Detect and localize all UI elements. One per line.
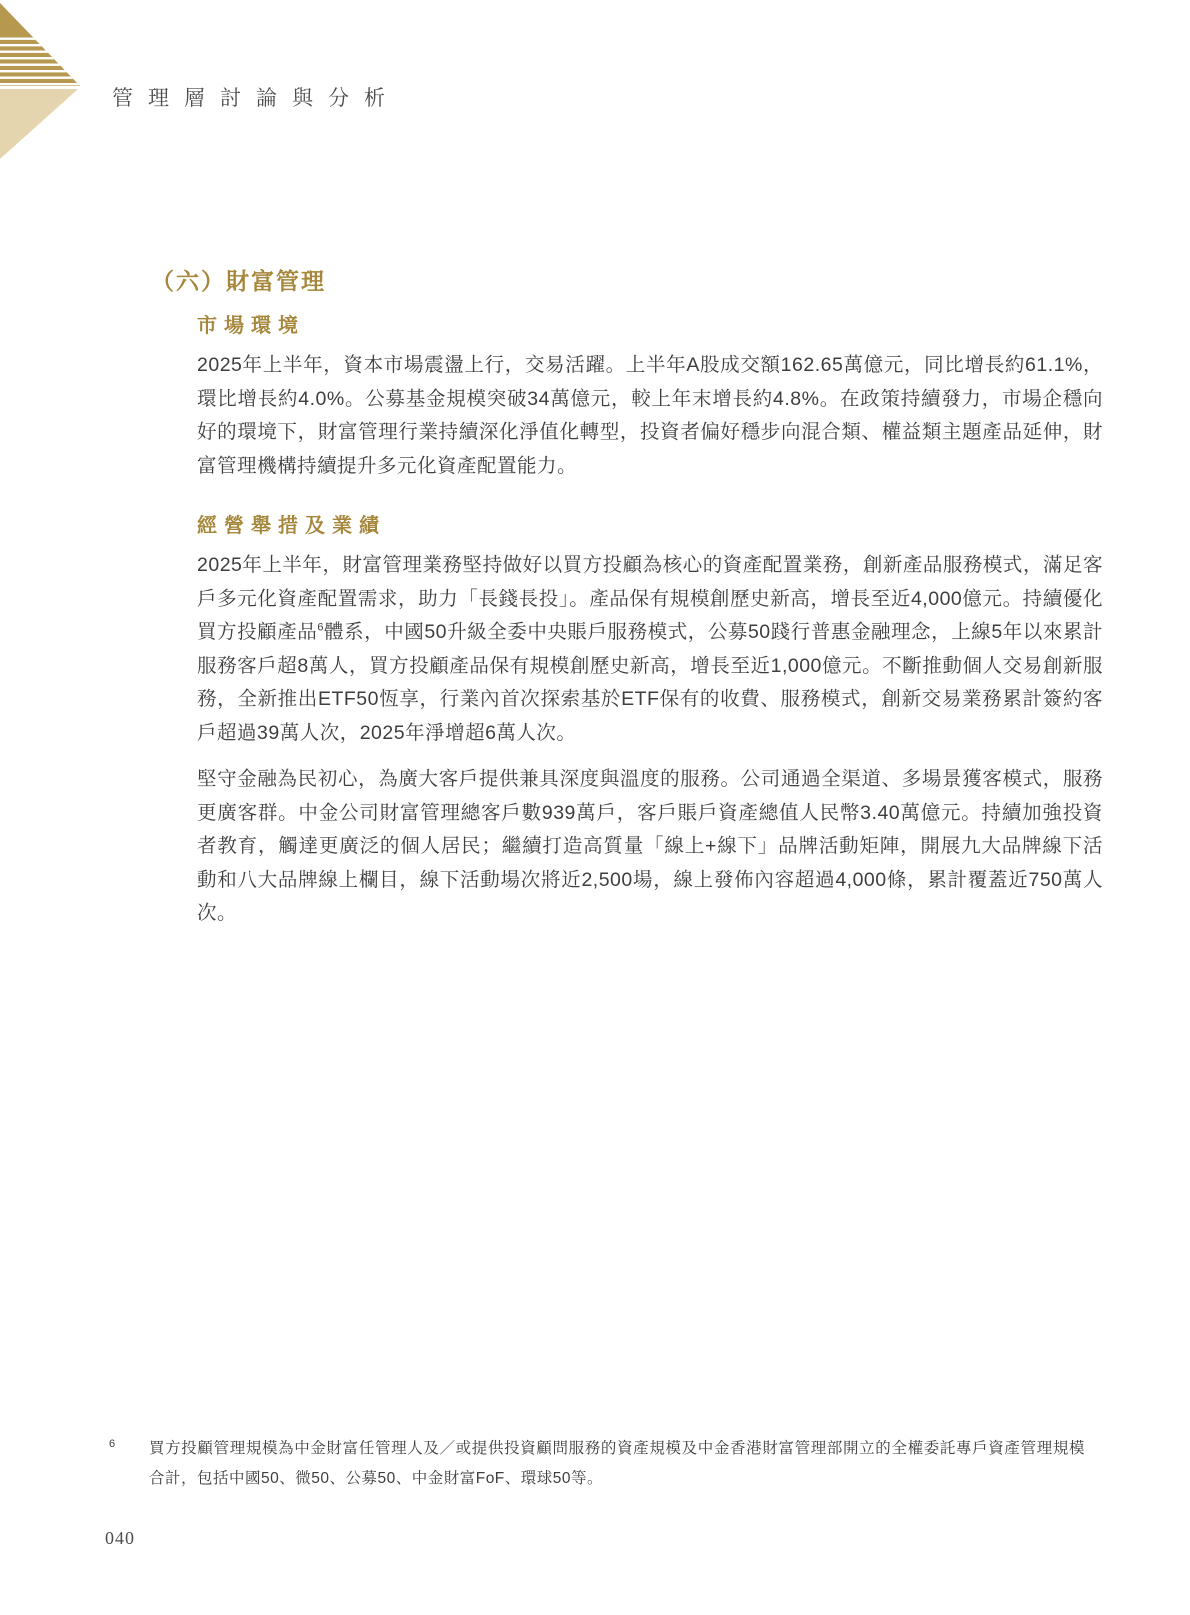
corner-triangle-logo: [0, 0, 82, 162]
footnote-text: 買方投顧管理規模為中金財富任管理人及／或提供投資顧問服務的資產規模及中金香港財富管理部開立的全權委託專戶資產管理規模合計，包括中國50、微50、公募50、中金財富FoF、環球50等。: [149, 1440, 1085, 1487]
paragraph-market-environment: 2025年上半年，資本市場震盪上行，交易活躍。上半年A股成交額162.65萬億元，同比增長約61.1%，環比增長約4.0%。公募基金規模突破34萬億元，較上年末增長約4.8%。在政策持續發力，市場企穩向好的環境下，財富管理行業持續深化淨值化轉型，投資者偏好穩步向混合類、權益類主題產品延伸，財富管理機構持續提升多元化資產配置能力。: [197, 354, 1103, 477]
paragraph-operations-results-2: 堅守金融為民初心，為廣大客戶提供兼具深度與溫度的服務。公司通過全渠道、多場景獲客模式，服務更廣客群。中金公司財富管理總客戶數939萬戶，客戶賬戶資產總值人民幣3.40萬億元。持續加強投資者教育，觸達更廣泛的個人居民；繼續打造高質量「線上+線下」品牌活動矩陣，開展九大品牌線下活動和八大品牌線上欄目，線下活動場次將近2,500場，線上發佈內容超過4,000條，累計覆蓋近750萬人次。: [197, 768, 1103, 924]
paragraph-text-before-footnote-ref: 2025年上半年，財富管理業務堅持做好以買方投顧為核心的資產配置業務，創新產品服務模式，滿足客戶多元化資產配置需求，助力「長錢長投」。產品保有規模創歷史新高，增長至近4,000億元。持續優化買方投顧產品: [197, 554, 1103, 643]
paragraph-operations-results-1: [197, 549, 1103, 750]
paragraph-text-after-footnote-ref: 體系，中國50升級全委中央賬戶服務模式，公募50踐行普惠金融理念，上線5年以來累計服務客戶超8萬人，買方投顧產品保有規模創歷史新高，增長至近1,000億元。不斷推動個人交易創新服務，全新推出ETF50恆享，行業內首次探索基於ETF保有的收費、服務模式，創新交易業務累計簽約客戶超過39萬人次，2025年淨增超6萬人次。: [197, 621, 1103, 744]
footnote-marker: 6: [109, 1438, 116, 1450]
page-number: 040: [105, 1528, 135, 1548]
footnote-reference-6: 6: [317, 621, 324, 634]
subsection-title-market-environment: 市場環境: [197, 315, 305, 337]
subsection-title-operations-results: 經營舉措及業績: [197, 515, 386, 537]
page-header-title: 管理層討論與分析: [112, 87, 400, 110]
section-heading-wealth-management: （六）財富管理: [151, 268, 326, 294]
